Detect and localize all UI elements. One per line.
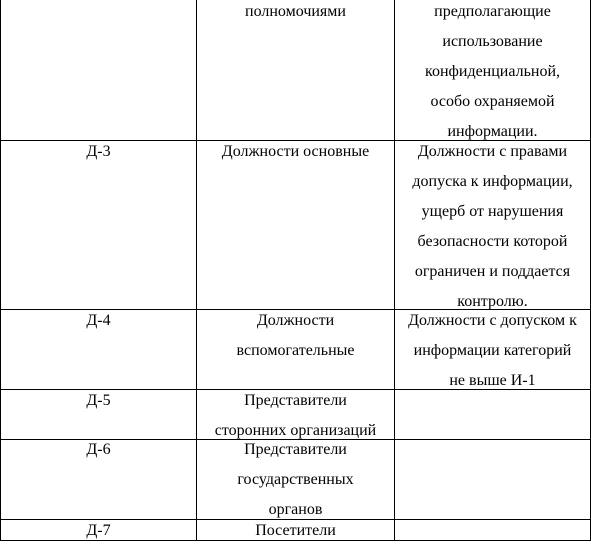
table-row-1-description bbox=[395, 137, 590, 317]
cell-line: Д-5 bbox=[86, 392, 111, 409]
table-row-1-code bbox=[1, 137, 196, 167]
cell-line: конфиденциальной, bbox=[424, 63, 561, 80]
cell-line: вспомогательные bbox=[236, 342, 355, 359]
cell-line: Посетители bbox=[255, 522, 336, 539]
cell-line: Д-7 bbox=[86, 522, 111, 539]
cell-line: Должности с допуском к bbox=[408, 312, 577, 329]
cell-line: Представители bbox=[244, 441, 347, 458]
cell-line: предполагающие bbox=[434, 3, 551, 20]
table-row-0-description bbox=[395, 0, 590, 147]
cell-line: особо охраняемой bbox=[430, 93, 555, 110]
cell-line: органов bbox=[268, 501, 323, 518]
cell-line: сторонних организаций bbox=[214, 422, 377, 439]
cell-line: государственных bbox=[237, 471, 354, 488]
cell-line: полномочиями bbox=[245, 3, 346, 20]
table-row-2-description bbox=[395, 306, 590, 396]
cell-line: допуска к информации, bbox=[412, 173, 573, 190]
cell-line: ущерб от нарушения bbox=[421, 203, 564, 220]
cell-line: не выше И-1 bbox=[449, 372, 536, 389]
table-row-3-code bbox=[1, 386, 196, 416]
cell-line: Д-3 bbox=[86, 143, 111, 160]
cell-line: безопасности которой bbox=[417, 233, 568, 250]
cell-line: Должности с правами bbox=[417, 143, 568, 160]
table-row-4-position bbox=[197, 435, 394, 525]
table-row-5-position bbox=[197, 516, 394, 546]
cell-line: ограничен и поддается bbox=[414, 263, 571, 280]
cell-line: контролю. bbox=[457, 293, 528, 310]
cell-line: Д-4 bbox=[86, 312, 111, 329]
cell-line: информации. bbox=[447, 123, 538, 140]
cell-line: использование bbox=[442, 33, 543, 50]
table-row-2-position bbox=[197, 306, 394, 366]
cell-line: Д-6 bbox=[86, 441, 111, 458]
table-row-1-position bbox=[197, 137, 394, 167]
table-row-4-code bbox=[1, 435, 196, 465]
cell-line: информации категорий bbox=[413, 342, 572, 359]
cell-line: Должности bbox=[256, 312, 335, 329]
cell-line: Представители bbox=[244, 392, 347, 409]
table-row-2-code bbox=[1, 306, 196, 336]
table-row-5-code bbox=[1, 516, 196, 546]
table-row-0-position bbox=[197, 0, 394, 27]
cell-line: Должности основные bbox=[221, 143, 370, 160]
